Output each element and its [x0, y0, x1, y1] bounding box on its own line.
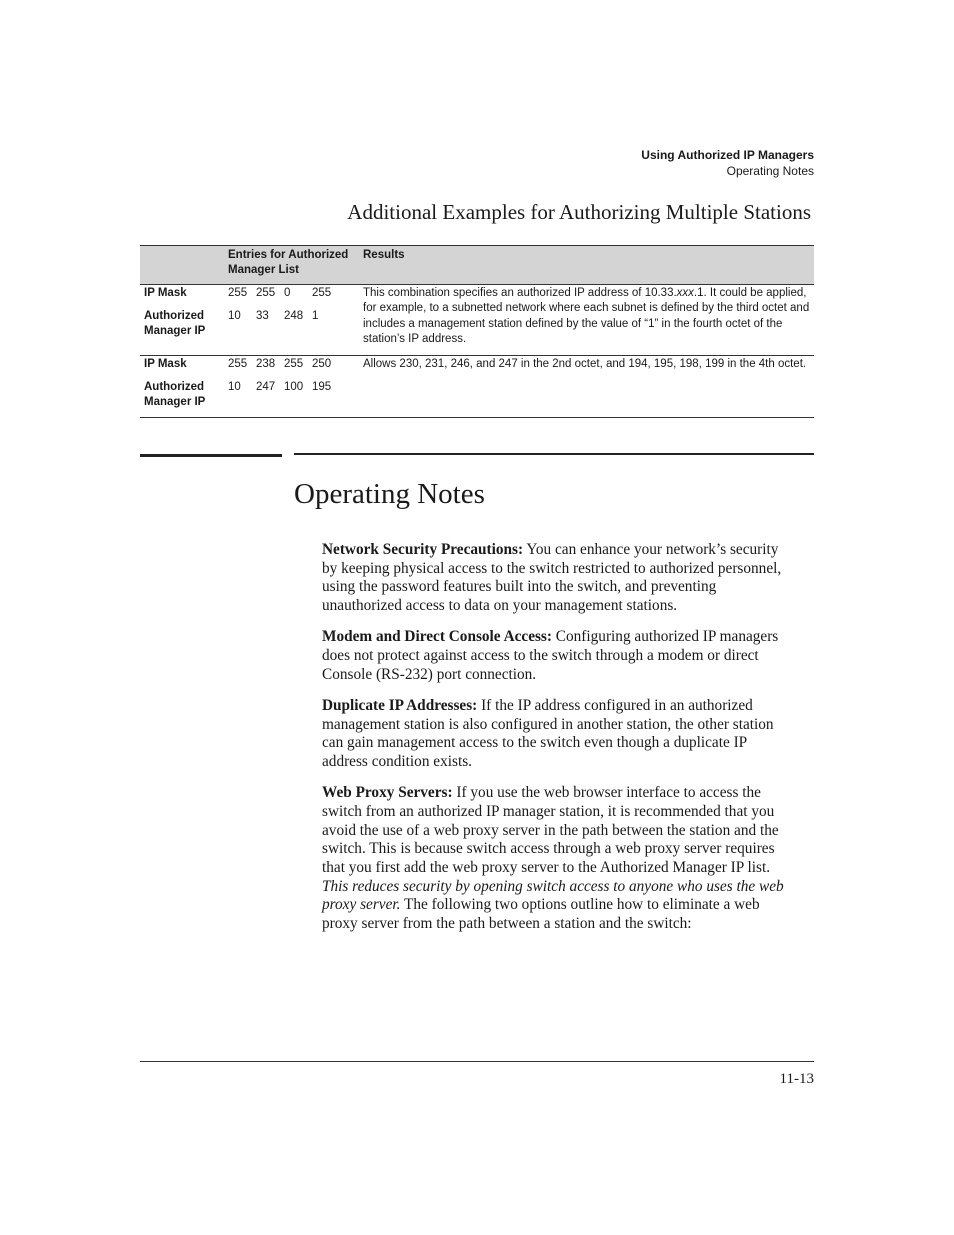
paragraph-lead: Modem and Direct Console Access: — [322, 628, 552, 646]
paragraph-italic: This reduces security by opening switch access to anyone who uses the web proxy server. — [322, 877, 784, 914]
mask-octet: 255 — [284, 358, 304, 370]
result-text-post: .1. It could be applied, for example, to a subnetted network where each subnet is defined by the third octet and includes a management station defined by the value of “1” in the fourth octet of the station’s IP address. — [363, 287, 810, 346]
page-number: 11-13 — [779, 1071, 814, 1087]
section-title: Operating Notes — [294, 478, 485, 510]
mask-octet: 255 — [228, 287, 248, 299]
section-rule-left — [140, 454, 282, 457]
mask-octet: 255 — [228, 358, 248, 370]
table-row — [140, 355, 814, 417]
running-head-section: Operating Notes — [726, 164, 814, 178]
paragraph-lead: Web Proxy Servers: — [322, 784, 453, 802]
mask-octet: 0 — [284, 287, 291, 299]
result-text: Allows 230, 231, 246, and 247 in the 2nd octet, and 194, 195, 198, 199 in the 4th octet. — [363, 358, 807, 370]
section-rule-right — [294, 453, 814, 455]
paragraph-web-proxy — [322, 784, 788, 934]
result-text-italic: xxx — [676, 287, 694, 299]
footer-rule — [140, 1061, 814, 1062]
paragraph-network-security — [322, 541, 788, 616]
paragraph-lead: Duplicate IP Addresses: — [322, 696, 478, 714]
running-head — [641, 147, 814, 179]
mask-octet: 255 — [312, 287, 332, 299]
paragraph-duplicate-ip — [322, 697, 788, 772]
paragraph-text: If the IP address configured in an authorized management station is also configured in another station, the other station can gain management access to the switch even though a duplicate IP address condition exists. — [322, 696, 774, 771]
ip-octet: 10 — [228, 381, 241, 393]
table-header-row — [140, 246, 814, 285]
mask-octet: 255 — [256, 287, 276, 299]
table-header-entries: Entries for Authorized Manager List — [228, 249, 349, 276]
ip-mask-label: IP Mask — [144, 358, 187, 370]
ip-octet: 247 — [256, 381, 276, 393]
running-head-chapter: Using Authorized IP Managers — [641, 148, 814, 162]
ip-octet: 100 — [284, 381, 304, 393]
ip-octet: 248 — [284, 310, 304, 322]
result-text — [363, 286, 813, 348]
ip-octet: 10 — [228, 310, 241, 322]
ip-mask-label: IP Mask — [144, 287, 187, 299]
paragraph-modem-console — [322, 628, 788, 684]
examples-table — [140, 245, 814, 418]
table-header-results: Results — [363, 249, 405, 261]
paragraph-text-after: The following two options outline how to eliminate a web proxy server from the path between a station and the switch: — [322, 896, 760, 933]
table-row — [140, 285, 814, 355]
ip-octet: 1 — [312, 310, 319, 322]
table-title: Additional Examples for Authorizing Multiple Stations — [347, 200, 811, 224]
paragraph-text: You can enhance your network’s security by keeping physical access to the switch restricted to authorized personnel, using the password features built into the switch, and preventing unauthorized access to data on your management stations. — [322, 541, 782, 615]
authorized-manager-ip-label: Authorized Manager IP — [144, 310, 206, 337]
paragraph-text: If you use the web browser interface to access the switch from an authorized IP manager station, it is recommended that you avoid the use of a web proxy server in the path between the station and the switch. This is because switch access through a web proxy server requires that you first add the web proxy server to the Authorized Manager IP list. — [322, 784, 779, 877]
mask-octet: 250 — [312, 358, 332, 370]
result-text-pre: This combination specifies an authorized IP address of 10.33. — [363, 287, 677, 299]
section-body — [322, 541, 788, 946]
mask-octet: 238 — [256, 358, 276, 370]
paragraph-lead: Network Security Precautions: — [322, 541, 524, 558]
ip-octet: 33 — [256, 310, 269, 322]
ip-octet: 195 — [312, 381, 332, 393]
paragraph-text: Configuring authorized IP managers does not protect against access to the switch through a modem or direct Console (RS-232) port connection. — [322, 628, 779, 683]
authorized-manager-ip-label: Authorized Manager IP — [144, 381, 206, 408]
